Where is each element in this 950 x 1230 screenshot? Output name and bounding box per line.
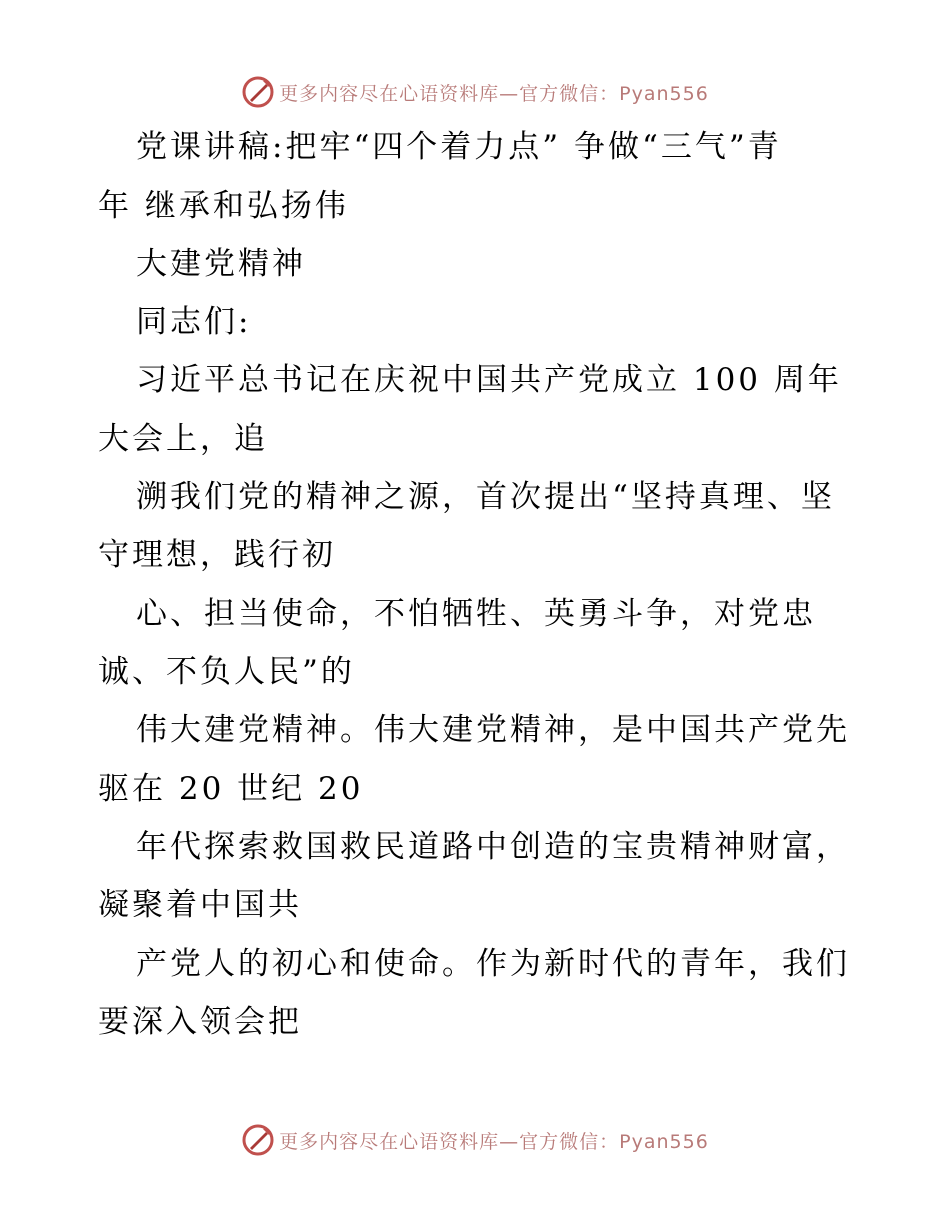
text-line: 驱在 20 世纪 20 [98, 771, 364, 807]
header-watermark [0, 72, 950, 112]
text-line: 守理想，践行初 [98, 537, 336, 573]
quill-logo-icon [241, 1123, 275, 1157]
quill-logo-icon [241, 75, 275, 109]
text-line: 党课讲稿:把牢“四个着力点” 争做“三气”青 [136, 129, 782, 165]
text-line: 要深入领会把 [98, 1004, 302, 1040]
text-line: 同志们: [136, 304, 252, 340]
text-line: 年 继承和弘扬伟 [98, 188, 349, 224]
text-line: 诚、不负人民”的 [98, 654, 355, 690]
text-line: 伟大建党精神。伟大建党精神，是中国共产党先 [136, 712, 850, 748]
text-line: 凝聚着中国共 [98, 887, 302, 923]
text-line: 习近平总书记在庆祝中国共产党成立 100 周年 [136, 362, 842, 398]
text-line: 大会上，追 [98, 421, 268, 457]
text-line: 大建党精神 [136, 246, 306, 282]
text-line: 心、担当使命，不怕牺牲、英勇斗争，对党忠 [136, 596, 816, 632]
watermark-text: 更多内容尽在心语资料库—官方微信：Pyan556 [279, 82, 709, 105]
text-line: 溯我们党的精神之源，首次提出“坚持真理、坚 [136, 479, 835, 515]
text-line: 产党人的初心和使命。作为新时代的青年，我们 [136, 946, 850, 982]
text-line: 年代探索救国救民道路中创造的宝贵精神财富， [136, 829, 850, 865]
footer-watermark [0, 1120, 950, 1160]
watermark-text: 更多内容尽在心语资料库—官方微信：Pyan556 [279, 1130, 709, 1153]
